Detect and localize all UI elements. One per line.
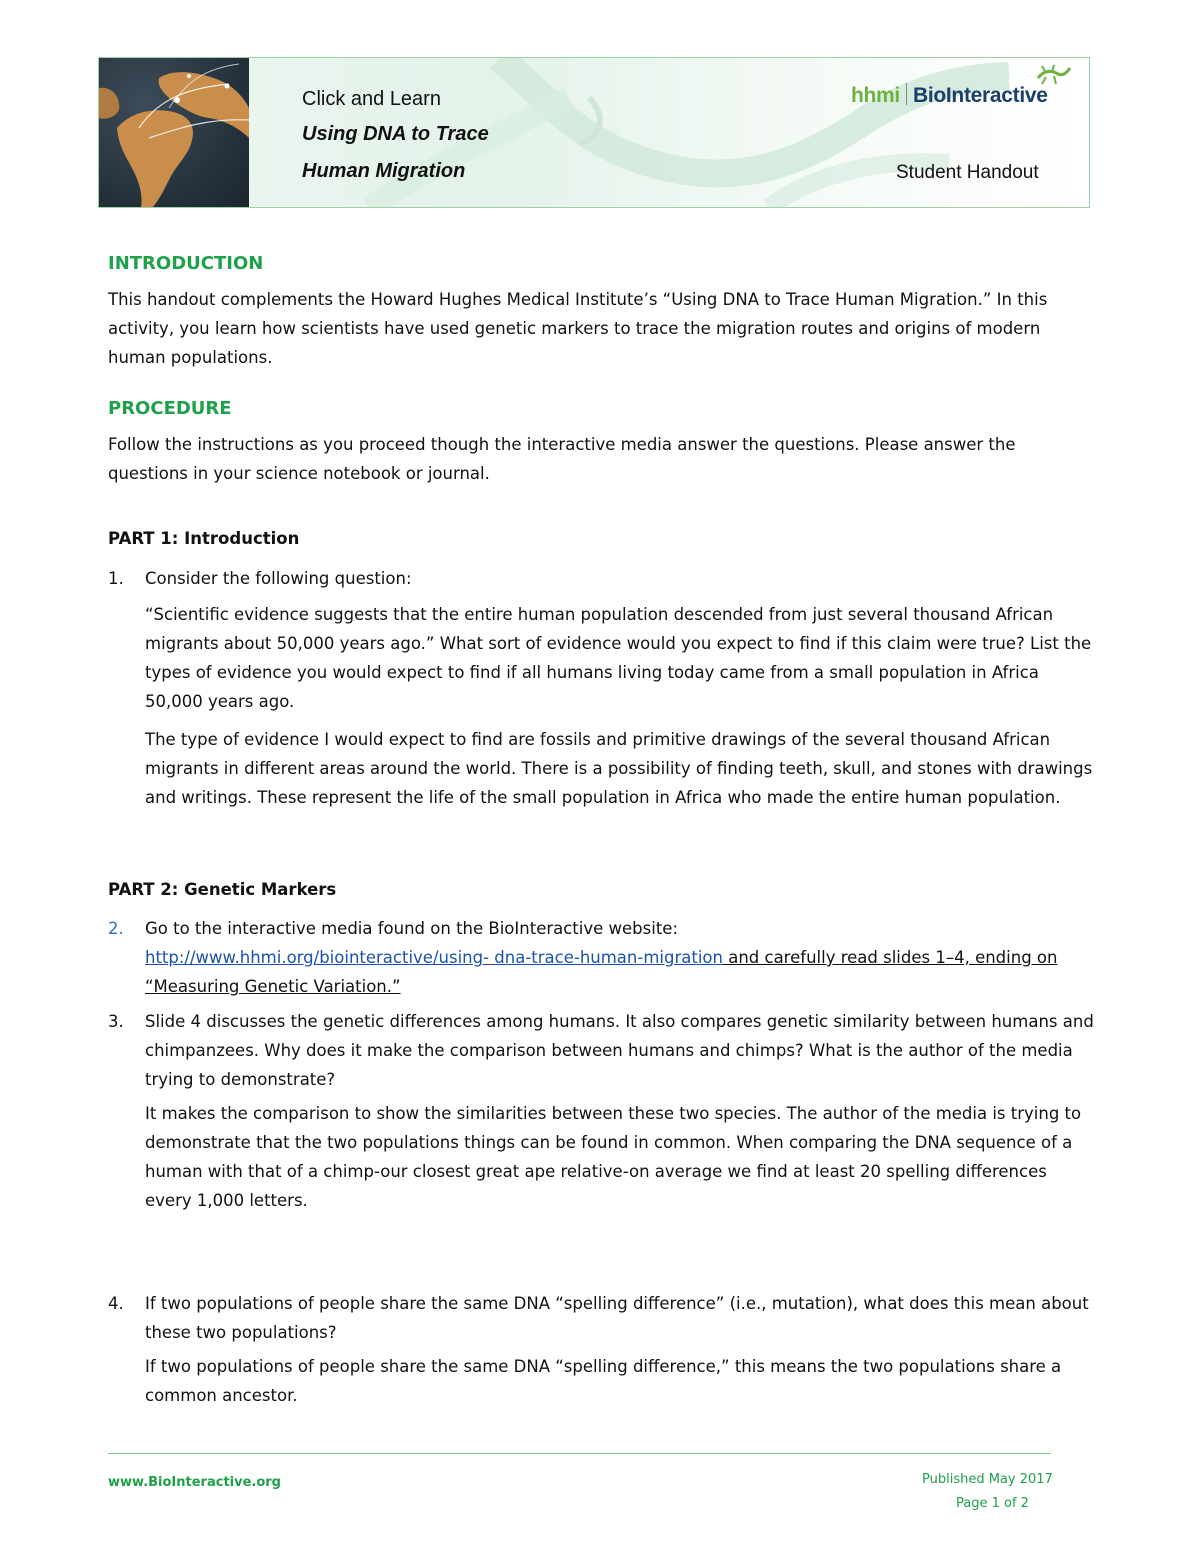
footer-page-number: Page 1 of 2 [956, 1496, 1029, 1511]
footer-published-date: Published May 2017 [922, 1472, 1053, 1487]
biointeractive-link[interactable]: http://www.hhmi.org/biointeractive/using- dna-trace-human-migration [145, 948, 723, 967]
header-banner [98, 57, 1090, 208]
brand-logo [851, 83, 1048, 111]
procedure-text: Follow the instructions as you proceed though the interactive media answer the questions. Please answer the questions in your science notebook or journal. [108, 435, 1016, 483]
brand-divider [906, 83, 907, 105]
procedure-heading: PROCEDURE [108, 398, 232, 419]
question-4-prompt: If two populations of people share the same DNA “spelling difference” (i.e., mutation), what does this mean about these two populations? [145, 1294, 1089, 1342]
question-2-tail: and carefully read slides 1–4, ending on “Measuring Genetic Variation.” [145, 948, 1058, 996]
question-2-lead: Go to the interactive media found on the BioInteractive website: [145, 919, 679, 938]
question-1-number: 1. [108, 569, 124, 588]
footer-divider [108, 1453, 1051, 1454]
introduction-text: This handout complements the Howard Hughes Medical Institute’s “Using DNA to Trace Human Migration.” In this activity, you learn how scientists have used genetic markers to trace the migration routes and origins of modern human populations. [108, 290, 1048, 367]
student-handout-label: Student Handout [896, 162, 1039, 183]
part1-title: PART 1: Introduction [108, 529, 300, 548]
question-3-number: 3. [108, 1012, 124, 1031]
question-4-answer: If two populations of people share the same DNA “spelling difference,” this means the two populations share a common ancestor. [145, 1357, 1062, 1405]
question-1-answer: The type of evidence I would expect to find are fossils and primitive drawings of the several thousand African migrants in different areas around the world. There is a possibility of finding teeth, skull, and stones with drawings and writings. These represent the life of the small population in Africa who made the entire human population. [145, 730, 1093, 807]
banner-title-line1: Click and Learn [302, 88, 441, 110]
introduction-heading: INTRODUCTION [108, 253, 264, 274]
question-3-prompt: Slide 4 discusses the genetic differences among humans. It also compares genetic similarity between humans and chimpanzees. Why does it make the comparison between humans and chimps? What is the author of the media trying to demonstrate? [145, 1012, 1094, 1089]
brand-hhmi: hhmi [851, 84, 900, 107]
banner-title-line2: Using DNA to Trace [302, 123, 489, 145]
question-1-prompt: Consider the following question: [145, 569, 412, 588]
question-4-number: 4. [108, 1294, 124, 1313]
banner-title-line3: Human Migration [302, 160, 466, 182]
world-map-image [99, 58, 249, 207]
question-1-quote: “Scientific evidence suggests that the entire human population descended from just several thousand African migrants about 50,000 years ago.” What sort of evidence would you expect to find if this claim were true? List the types of evidence you would expect to find if all humans living today came from a small population in Africa 50,000 years ago. [145, 605, 1092, 711]
gecko-logo-icon [1034, 62, 1074, 88]
question-2-number: 2. [108, 919, 124, 938]
question-3-answer: It makes the comparison to show the similarities between these two species. The author of the media is trying to demonstrate that the two populations things can be found in common. When comparing the DNA sequence of a human with that of a chimp-our closest great ape relative-on average we find at least 20 spelling differences every 1,000 letters. [145, 1104, 1082, 1210]
brand-biointeractive: BioInteractive [912, 84, 1048, 107]
footer-website[interactable]: www.BioInteractive.org [108, 1475, 281, 1490]
part2-title: PART 2: Genetic Markers [108, 880, 337, 899]
